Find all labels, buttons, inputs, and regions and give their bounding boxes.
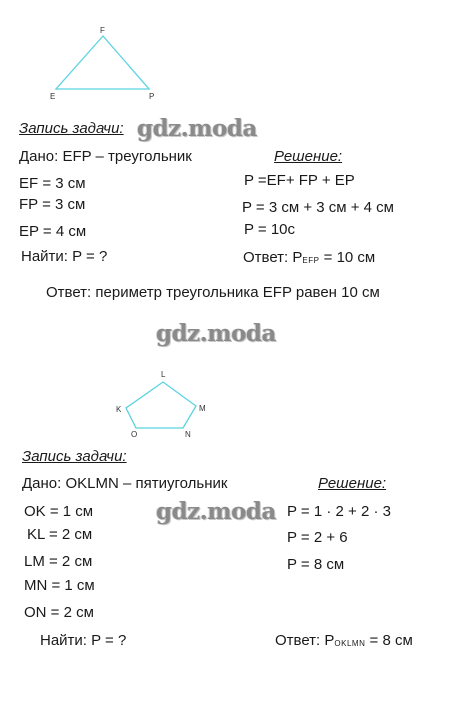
task1-answer [243, 249, 375, 270]
task2-record-label: Запись задачи: [22, 448, 127, 465]
task2-answer-prefix: Ответ: P [275, 632, 335, 649]
task1-solution-label: Решение: [274, 148, 343, 165]
vertex-label-e: E [50, 92, 56, 101]
task1-find: Найти: P = ? [21, 248, 108, 265]
task2-step-1: P = 1 · 2 + 2 · 3 [287, 503, 391, 520]
vertex-label-n: N [185, 430, 191, 439]
task2-solution-label: Решение: [318, 475, 387, 492]
task2-value-kl: KL = 2 см [27, 526, 93, 543]
task1-answer-subscript: EFP [302, 256, 320, 265]
vertex-label-f: F [100, 26, 105, 35]
task2-step-2: P = 2 + 6 [287, 529, 348, 546]
task2-step-3: P = 8 см [287, 556, 345, 573]
vertex-label-m: M [199, 404, 206, 413]
vertex-label-p: P [149, 92, 155, 101]
task1-given: Дано: EFP – треугольник [19, 148, 192, 165]
task2-find: Найти: P = ? [40, 632, 127, 649]
vertex-label-k: K [116, 405, 122, 414]
vertex-label-l: L [161, 370, 166, 379]
task1-answer-value: = 10 см [319, 249, 376, 266]
task1-value-fp: FP = 3 см [19, 196, 86, 213]
triangle-efp-figure [40, 22, 170, 102]
task2-value-on: ON = 2 см [24, 604, 94, 621]
task1-answer-prefix: Ответ: P [243, 249, 303, 266]
task1-step-3: P = 10с [244, 221, 296, 238]
task2-answer-value: = 8 см [365, 632, 413, 649]
task1-conclusion: Ответ: периметр треугольника EFP равен 10 см [46, 284, 380, 301]
task2-answer [275, 632, 413, 653]
triangle-efp-shape [56, 36, 149, 89]
watermark-3: gdz.moda [156, 498, 276, 525]
task2-given: Дано: OKLMN – пятиугольник [22, 475, 228, 492]
watermark-1: gdz.moda [137, 115, 257, 142]
task1-step-2: P = 3 см + 3 см + 4 см [242, 199, 394, 216]
task1-value-ef: EF = 3 см [19, 175, 86, 192]
pentagon-oklmn-shape [126, 382, 196, 428]
task1-value-ep: EP = 4 см [19, 223, 87, 240]
task2-value-lm: LM = 2 см [24, 553, 93, 570]
task1-record-label: Запись задачи: [19, 120, 124, 137]
vertex-label-o: O [131, 430, 138, 439]
watermark-2: gdz.moda [156, 320, 276, 347]
pentagon-oklmn-figure [110, 362, 220, 444]
task2-value-mn: MN = 1 см [24, 577, 95, 594]
task1-step-1: P =EF+ FP + EP [244, 172, 355, 189]
task2-value-ok: OK = 1 см [24, 503, 94, 520]
task2-answer-subscript: OKLMN [334, 639, 366, 648]
